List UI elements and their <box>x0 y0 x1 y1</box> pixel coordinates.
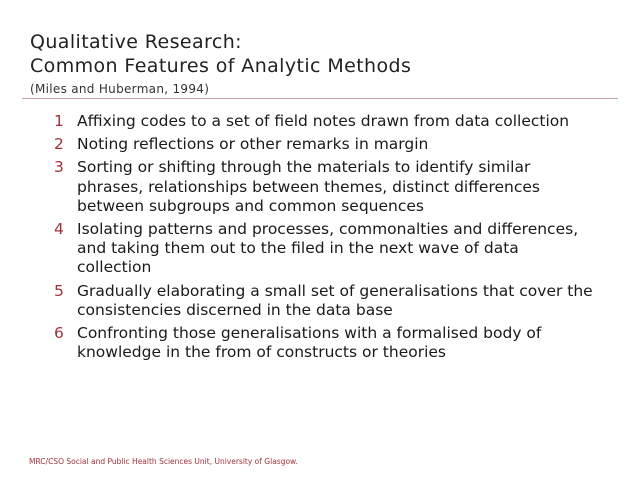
footer-credit: MRC/CSO Social and Public Health Sciences Unit, University of Glasgow. <box>29 457 298 466</box>
item-text: Gradually elaborating a small set of generalisations that cover the consistencies discerned in the data base <box>77 281 593 319</box>
slide-subtitle: (Miles and Huberman, 1994) <box>30 82 210 96</box>
item-text: Affixing codes to a set of field notes drawn from data collection <box>77 112 570 130</box>
title-block <box>30 30 610 97</box>
item-number: 2 <box>54 135 64 154</box>
list-item <box>54 220 594 278</box>
list-item <box>54 158 594 216</box>
list-item <box>54 135 594 154</box>
list-item <box>54 112 594 131</box>
item-number: 5 <box>54 281 64 300</box>
list-item <box>54 324 594 362</box>
item-number: 3 <box>54 158 64 177</box>
title-divider <box>22 98 618 99</box>
slide-title-line-2: Common Features of Analytic Methods <box>30 55 412 77</box>
item-text: Isolating patterns and processes, commonalties and differences, and taking them out to the filed in the next wave of data collection <box>77 220 579 277</box>
item-text: Confronting those generalisations with a formalised body of knowledge in the from of constructs or theories <box>77 324 542 362</box>
slide-title-line-1: Qualitative Research: <box>30 31 242 53</box>
numbered-list <box>54 112 594 366</box>
item-number: 4 <box>54 220 64 239</box>
item-text: Sorting or shifting through the materials to identify similar phrases, relationships between themes, distinct differences between subgroups and common sequences <box>77 158 540 215</box>
item-text: Noting reflections or other remarks in margin <box>77 135 429 154</box>
item-number: 6 <box>54 324 64 343</box>
list-item <box>54 282 594 320</box>
item-number: 1 <box>54 112 64 130</box>
